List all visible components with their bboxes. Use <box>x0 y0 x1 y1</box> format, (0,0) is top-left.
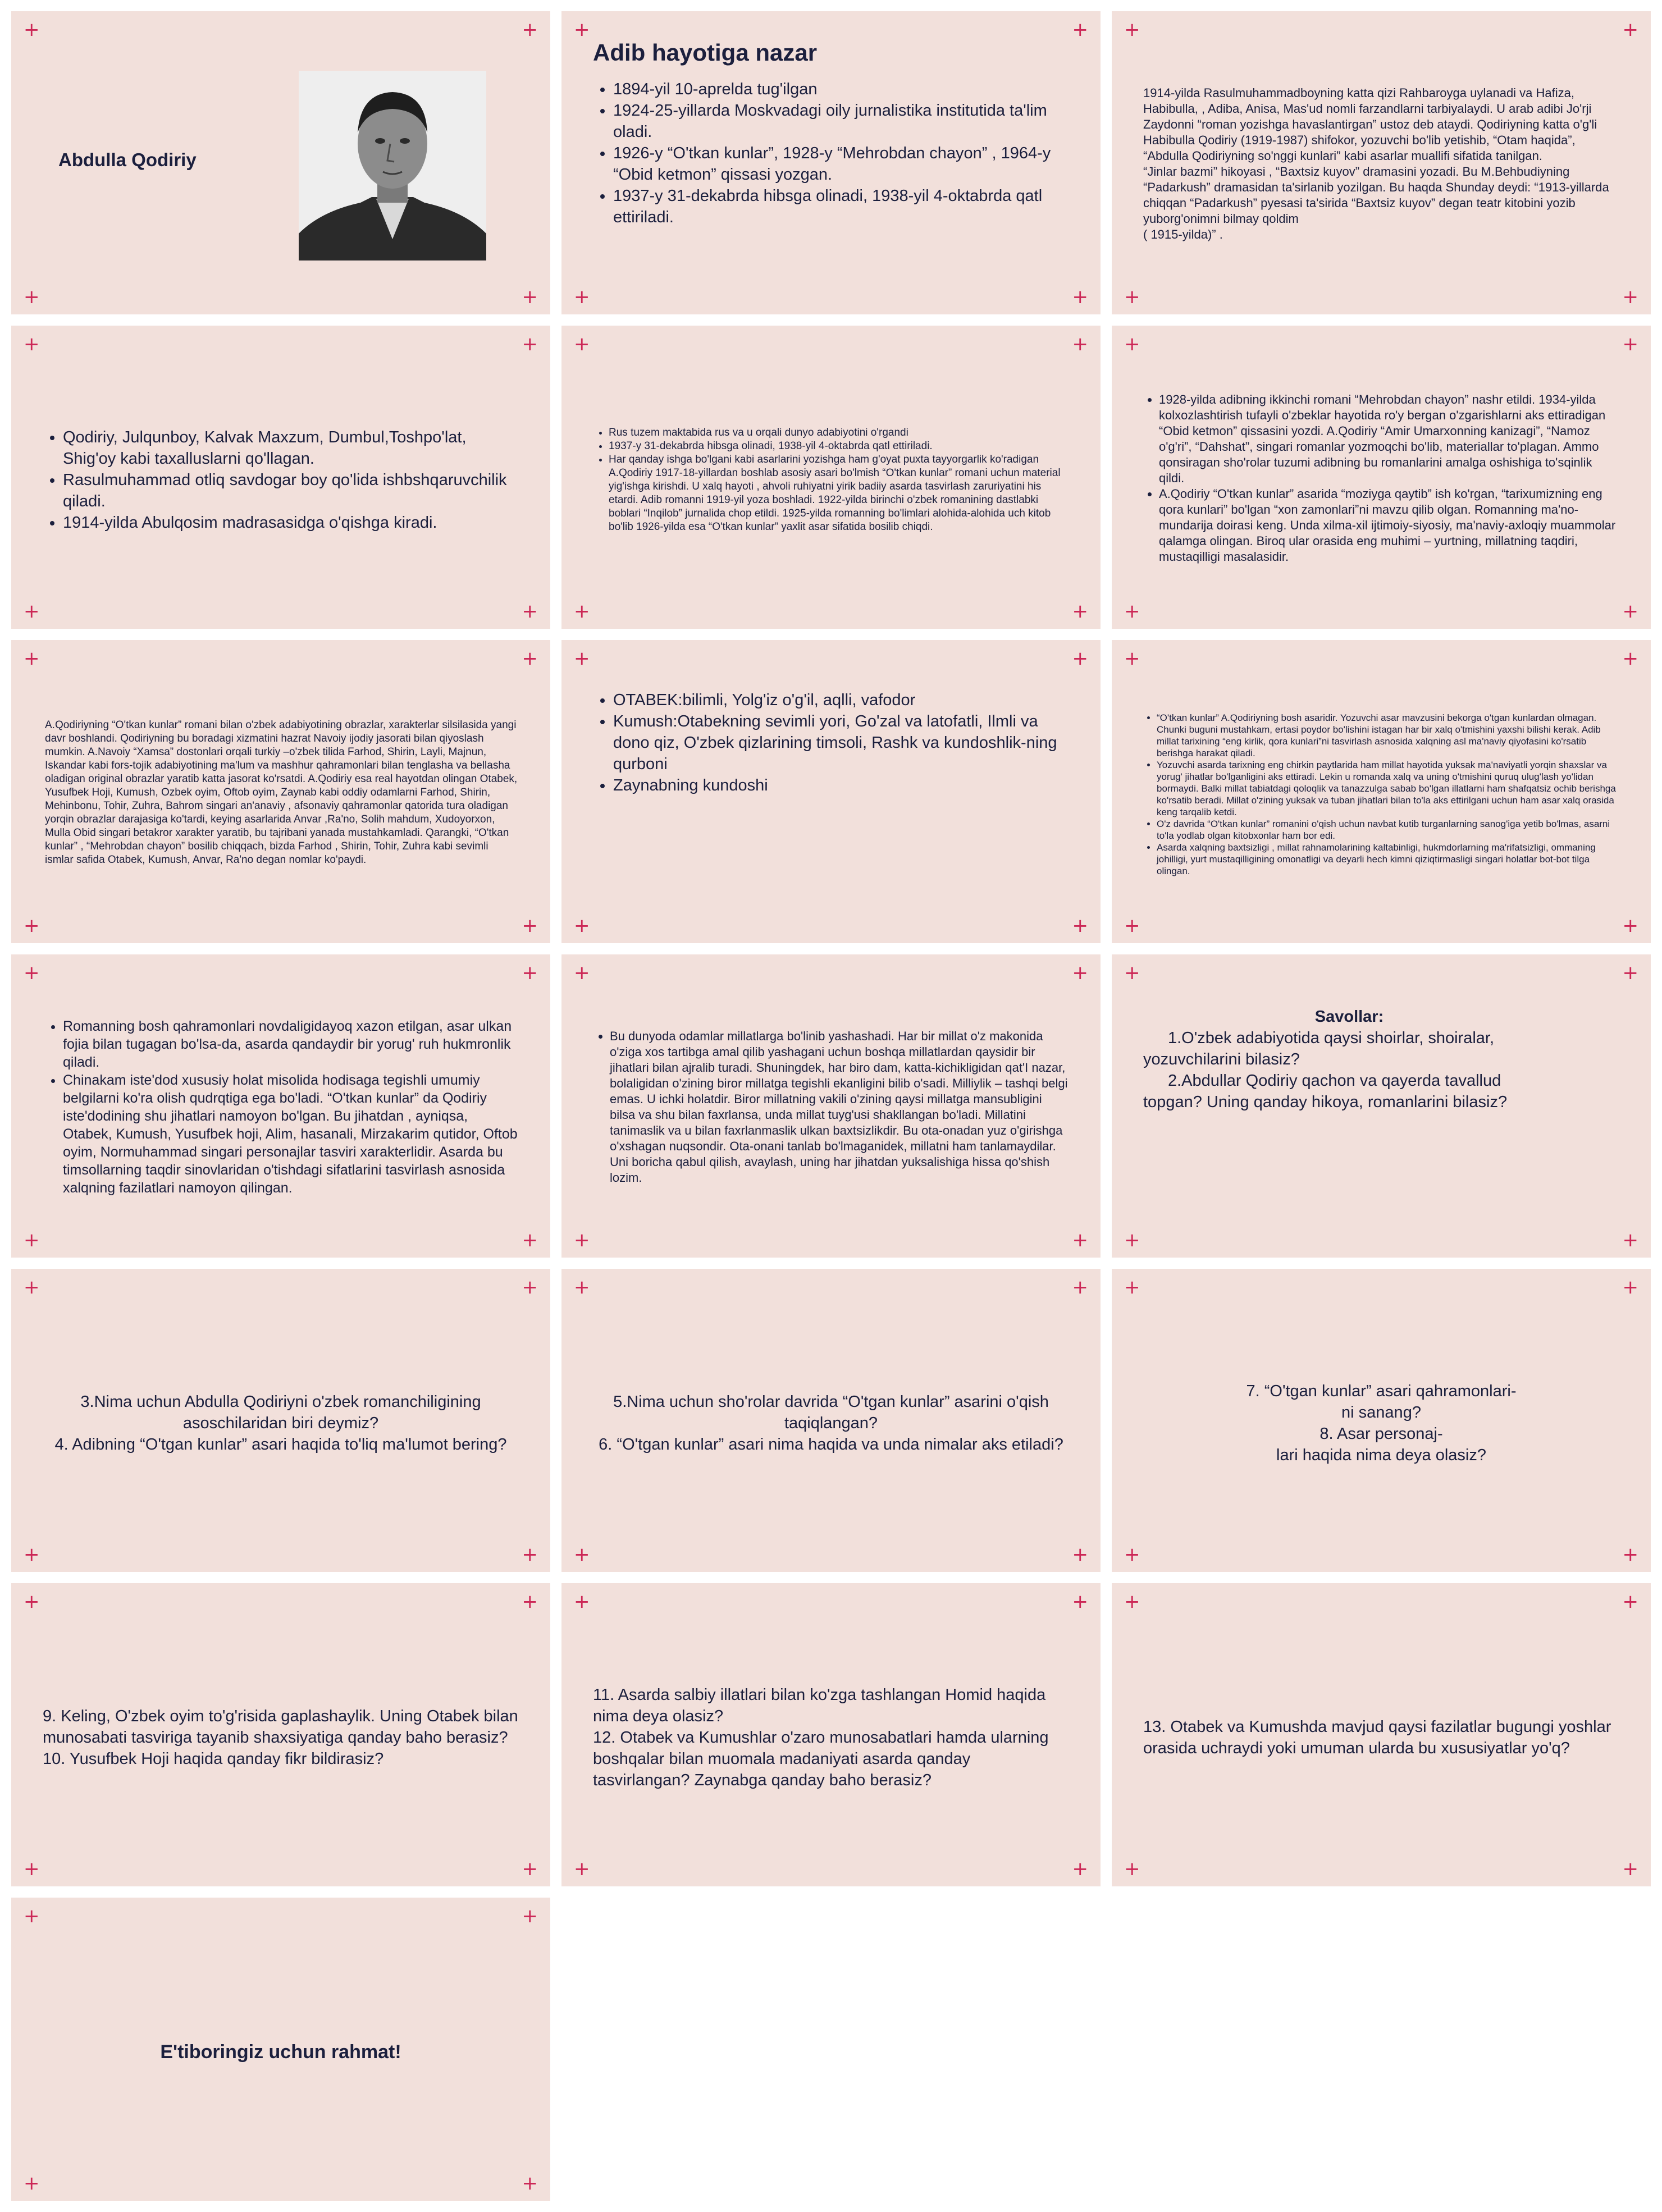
plus-icon: + <box>1124 1591 1140 1613</box>
slide-19 <box>11 1898 550 2201</box>
plus-icon: + <box>1072 647 1088 670</box>
plus-icon: + <box>1622 1276 1638 1299</box>
plus-icon: + <box>522 1905 538 1927</box>
bullet-list <box>43 1017 519 1197</box>
plus-icon: + <box>24 1905 40 1927</box>
list-item: • O'z davrida “O'tkan kunlar” romanini o'qish uchun navbat kutib turganlarning sanog'iga yetib bo'lmas, asarni to'la yodlab olgan kitobxonlar ham bor edi. <box>1157 818 1623 842</box>
portrait-photo <box>299 71 486 260</box>
plus-icon: + <box>24 1276 40 1299</box>
plus-icon: + <box>1622 1591 1638 1613</box>
question: 3.Nima uchun Abdulla Qodiriyni o'zbek romanchiligining asoschilaridan biri deymiz? <box>80 1393 481 1432</box>
plus-icon: + <box>1124 647 1140 670</box>
plus-icon: + <box>522 1858 538 1880</box>
question: 11. Asarda salbiy illatlari bilan ko'zga tashlangan Homid haqida nima deya olasiz? <box>593 1686 1046 1725</box>
slide-content <box>592 371 1070 589</box>
slide-7 <box>11 640 550 943</box>
plus-icon: + <box>24 962 40 984</box>
list-item: • 1914-yilda Abulqosim madrasasidga o'qishga kiradi. <box>63 512 522 533</box>
slide-8 <box>561 640 1101 943</box>
question: 1.O'zbek adabiyotida qaysi shoirlar, shoiralar, yozuvchilarini bilasiz? <box>1143 1029 1495 1068</box>
slide-15 <box>1112 1269 1651 1572</box>
slide-content <box>34 1943 528 2161</box>
bullet-list <box>593 1029 1069 1186</box>
slide-content <box>1140 679 1623 910</box>
list-item: • 1894-yil 10-aprelda tug'ilgan <box>613 79 1067 100</box>
question: 13. Otabek va Kumushda mavjud qaysi fazilatlar bugungi yoshlar orasida uchraydi yoki umuman ularda bu xususiyatlar yo'q? <box>1143 1718 1611 1757</box>
plus-icon: + <box>522 647 538 670</box>
questions-header: Savollar: <box>1314 1008 1384 1026</box>
list-item: • OTABEK:bilimli, Yolg'iz o'g'il, aqlli, vafodor <box>613 689 1069 711</box>
slide-18 <box>1112 1583 1651 1886</box>
question: 5.Nima uchun sho'rolar davrida “O'tgan kunlar” asarini o'qish taqiqlangan? <box>613 1393 1049 1432</box>
question: 7. “O'tgan kunlar” asari qahramonlari- ni sanang? <box>1246 1382 1517 1422</box>
slide-3 <box>1112 11 1651 314</box>
plus-icon: + <box>1124 1276 1140 1299</box>
plus-icon: + <box>1622 1858 1638 1880</box>
slide-content <box>1143 1628 1619 1847</box>
plus-icon: + <box>574 19 590 41</box>
question: 2.Abdullar Qodiriy qachon va qayerda tavallud topgan? Uning qanday hikoya, romanlarini bilasiz? <box>1143 1072 1508 1111</box>
paragraph: 1914-yilda Rasulmuhammadboyning katta qizi Rahbaroyga uylanadi va Hafiza, Habibulla, , Adiba, Anisa, Mas'ud nomli farzandlarni tarbiyalaydi. U arab adibi Jo'rji Zaydonni “roman yozishga havaslantirgan” ustoz deb ataydi. Qodiriyning katta o'g'li Habibulla Qodiriy (1919-1987) shifokor, yozuvchi bo'lib yetishib, “Otam haqida”, “Abdulla Qodiriyning so'nggi kunlari” kabi asarlar muallifi sifatida tanilgan. “Jinlar bazmi” hikoyasi , “Baxtsiz kuyov” dramasini yozadi. Bu M.Behbudiyning “Padarkush” dramasidan ta'sirlanib yozilgan. Bu haqda Shunday deydi: “1913-yillarda chiqqan “Padarkush” pyesasi ta'sirida “Baxtsiz kuyov” degan teatr kitobini yozib yuborg'onimni bilmay qoldim ( 1915-yilda)” . <box>1143 86 1609 241</box>
plus-icon: + <box>1072 600 1088 623</box>
plus-icon: + <box>522 600 538 623</box>
plus-icon: + <box>574 1858 590 1880</box>
slide-16 <box>11 1583 550 1886</box>
list-item: • 1928-yilda adibning ikkinchi romani “Mehrobdan chayon” nashr etildi. 1934-yilda kolxozlashtirish tufayli o'zbeklar hayotida ro'y bergan o'zgarishlarni aks ettiradigan “Obid ketmon” qissasini yozdi. A.Qodiriy “Amir Umarxonning kanizagi”, “Namoz o'g'ri”, “Dahshat”, singari romanlar yozmoqchi bo'lib, materiallar to'plagan. Ammo qonsiragan sho'rolar tuzumi adibning bu romanlarini amalga oshishiga to'sqinlik qildi. <box>1159 392 1620 486</box>
slide-13 <box>11 1269 550 1572</box>
plus-icon: + <box>522 962 538 984</box>
slide-content <box>43 1628 519 1847</box>
plus-icon: + <box>574 1543 590 1566</box>
plus-icon: + <box>24 1858 40 1880</box>
plus-icon: + <box>1072 1858 1088 1880</box>
plus-icon: + <box>1072 962 1088 984</box>
slide-content <box>1145 1314 1617 1533</box>
list-item: • Bu dunyoda odamlar millatlarga bo'linib yashashadi. Har bir millat o'z makonida o'ziga xos tartibga amal qilib yashagani uchun boshqa millatlardan qaysidir bir jihatlari bilan ajralib turadi. Shuningdek, har biro dam, katta-kichikligidan qat'I nazar, bolaligidan o'zining biror millatga tegishli ekanligini bilib o'sadi. Milliylik – tashqi belgi emas. U ichki holatdir. Biror millatning vakili o'zining qaysi millatga mansubligini bilsa va shu bilan faxrlansa, unda millat tuyg'usi shakllangan bo'ladi. Millatini tanimaslik va u bilan faxrlanmaslik ulkan baxtsizlikdir. Bu ota-onadan yuz o'girishga o'xshagan nuqsondir. Ota-onani tanlab bo'lmaganidek, millatni ham tanlamaydilar. Uni boricha qabul qilish, avaylash, uning har jihatdan yuksalishiga hissa qo'shish lozim. <box>610 1029 1069 1186</box>
slide-content <box>43 988 519 1226</box>
plus-icon: + <box>574 333 590 355</box>
bullet-list <box>1140 392 1620 565</box>
slide-content <box>595 1314 1067 1533</box>
slide-content <box>1143 1006 1555 1218</box>
bullet-list <box>592 426 1070 534</box>
plus-icon: + <box>1124 962 1140 984</box>
plus-icon: + <box>522 286 538 308</box>
slide-17 <box>561 1583 1101 1886</box>
plus-icon: + <box>24 2172 40 2195</box>
slide-content <box>43 371 522 589</box>
slide-9 <box>1112 640 1651 943</box>
question: 12. Otabek va Kumushlar o'zaro munosabatlari hamda ularning boshqalar bilan muomala madaniyati asarda qanday tasvirlangan? Zaynabga qanday baho berasiz? <box>593 1729 1049 1789</box>
bullet-list <box>1140 712 1623 877</box>
plus-icon: + <box>1072 286 1088 308</box>
list-item: • Rasulmuhammad otliq savdogar boy qo'lida ishbshqaruvchilik qiladi. <box>63 469 522 512</box>
plus-icon: + <box>1622 962 1638 984</box>
portrait-image <box>299 71 486 260</box>
plus-icon: + <box>1124 19 1140 41</box>
plus-icon: + <box>1124 1229 1140 1251</box>
slide-12 <box>1112 954 1651 1258</box>
slide-content <box>1140 359 1620 597</box>
list-item: • Kumush:Otabekning sevimli yori, Go'zal va latofatli, Ilmli va dono qiz, O'zbek qizlarining timsoli, Rashk va kundoshlik-ning qurboni <box>613 711 1069 775</box>
slide-content <box>593 1628 1069 1847</box>
slide-2 <box>561 11 1101 314</box>
plus-icon: + <box>522 1229 538 1251</box>
plus-icon: + <box>1124 915 1140 937</box>
plus-icon: + <box>24 1591 40 1613</box>
list-item: • 1937-y 31-dekabrda hibsga olinadi, 1938-yil 4-oktabrda qatl ettiriladi. <box>609 440 1070 453</box>
plus-icon: + <box>574 1276 590 1299</box>
plus-icon: + <box>574 915 590 937</box>
plus-icon: + <box>574 1229 590 1251</box>
paragraph: A.Qodiriyning “O'tkan kunlar” romani bilan o'zbek adabiyotining obrazlar, xarakterlar silsilasida yangi davr boshlandi. Qodiriyning bu boradagi xizmatini hazrat Navoiy ijodiy jasorati bilan qiyoslash mumkin. A.Navoiy “Xamsa” dostonlari orqali turkiy –o'zbek tilida Farhod, Shirin, Layli, Majnun, Iskandar kabi fors-tojik adabiyotining ma'lum va mashhur qahramonlari bilan tenglasha va bellasha oladigan original obrazlar yaratib katta jasorat ko'rsatdi. A.Qodiriy esa real hayotdan olingan Otabek, Yusufbek Hoji, Kumush, Ozbek oyim, Oftob oyim, Zaynab kabi oddiy odamlarni Farhod, Shirin, Mehinbonu, Tohir, Zuhra, Bahrom singari an'anaviy , afsonaviy qahramonlar qatorida tura oladigan yorqin obrazlar darajasiga ko'tardi, keying asarlarida Anvar ,Ra'no, Solih mahdum, Xudoyorxon, Mulla Obid singari betakror xarakter yaratib, bu tajribani yanada mustahkamladi. Qarangki, “O'tkan kunlar” , “Mehrobdan chayon” bosilib chiqqach, bizda Farhod , Shirin, Tohir, Zuhra kabi sevimli ismlar safida Otabek, Kumush, Anvar, Ra'no degan nomlar ko'paydi. <box>45 719 518 866</box>
plus-icon: + <box>1072 1543 1088 1566</box>
list-item: • Qodiriy, Julqunboy, Kalvak Maxzum, Dumbul,Toshpo'lat, Shig'oy kabi taxalluslarni qo'llagan. <box>63 427 522 469</box>
plus-icon: + <box>1072 1591 1088 1613</box>
slide-content <box>45 674 519 912</box>
plus-icon: + <box>574 647 590 670</box>
plus-icon: + <box>1124 1543 1140 1566</box>
plus-icon: + <box>1124 1858 1140 1880</box>
plus-icon: + <box>522 1276 538 1299</box>
plus-icon: + <box>522 2172 538 2195</box>
list-item: • Romanning bosh qahramonlari novdaligidayoq xazon etilgan, asar ulkan fojia bilan tugagan bo'lsa-da, asarda qandaydir bir yorug' ruh hukmronlik qiladi. <box>63 1017 519 1071</box>
slide-5 <box>561 326 1101 629</box>
list-item: • 1926-y “O'tkan kunlar”, 1928-y “Mehrobdan chayon” , 1964-y “Obid ketmon” qissasi yozgan. <box>613 143 1067 185</box>
plus-icon: + <box>1124 333 1140 355</box>
plus-icon: + <box>522 333 538 355</box>
question: 10. Yusufbek Hoji haqida qanday fikr bildirasiz? <box>43 1750 384 1768</box>
list-item: • Zaynabning kundoshi <box>613 775 1069 796</box>
slide-content <box>1143 45 1619 283</box>
slide-6 <box>1112 326 1651 629</box>
plus-icon: + <box>1622 647 1638 670</box>
list-item: • “O'tkan kunlar” A.Qodiriyning bosh asaridir. Yozuvchi asar mavzusini bekorga o'tgan kunlardan olmagan. Chunki buguni mustahkam, ertasi poydor bo'lishini istagan har bir xalq o'tmishini yaxshi bilishi kerak. Adib millat tarixining “eng kirlik, qora kunlari”ni tasvirlash asnosida xalqning asl ma'naviy qiyofasini ko'rsatib berishga harakat qiladi. <box>1157 712 1623 759</box>
plus-icon: + <box>522 915 538 937</box>
plus-icon: + <box>24 1229 40 1251</box>
plus-icon: + <box>574 962 590 984</box>
question: 9. Keling, O'zbek oyim to'g'risida gaplashaylik. Uning Otabek bilan munosabati tasviriga tayanib shaxsiyatiga qanday baho berasiz? <box>43 1707 518 1747</box>
plus-icon: + <box>1072 333 1088 355</box>
list-item: • A.Qodiriy “O'tkan kunlar” asarida “moziyga qaytib” ish ko'rgan, “tarixumizning eng qora kunlari” bo'lgan “xon zamonlari”ni mavzu qilib olgan. Romanning ma'no-mundarija doirasi keng. Unda xilma-xil ijtimoiy-siyosiy, ma'naviy-axloqiy muammolar qalamga olingan. Biroq ular orasida eng muhimi – yurtning, millatning taqdiri, mustaqilligi masalasidir. <box>1159 486 1620 565</box>
question: 4. Adibning “O'tgan kunlar” asari haqida to'liq ma'lumot bering? <box>54 1436 507 1454</box>
slide-10 <box>11 954 550 1258</box>
question: 8. Asar personaj- lari haqida nima deya olasiz? <box>1276 1425 1486 1464</box>
list-item: • Chinakam iste'dod xususiy holat misolida hodisaga tegishli umumiy belgilarni ko'ra olish qudrqtiga ega bo'ladi. “O'tkan kunlar” da Qodiriy iste'dodining shu jihatlari namoyon bo'lgan. Bu jihatdan , ayniqsa, Otabek, Kumush, Yusufbek hoji, Alim, hasanali, Mirzakarim qutidor, Oftob oyim, Normuhammad singari personajlar tasviri xarakterlidir. Asarda bu timsollarning taqdir sinovlaridan o'tishdagi sifatlarini tasvirlash asnosida xalqning fazilatlari namoyon qilingan. <box>63 1071 519 1197</box>
plus-icon: + <box>1124 286 1140 308</box>
plus-icon: + <box>1072 1276 1088 1299</box>
slide-content <box>593 988 1069 1226</box>
plus-icon: + <box>574 600 590 623</box>
bullet-list <box>593 689 1069 796</box>
plus-icon: + <box>522 19 538 41</box>
plus-icon: + <box>1622 333 1638 355</box>
bullet-list <box>43 427 522 533</box>
plus-icon: + <box>24 286 40 308</box>
plus-icon: + <box>1622 1229 1638 1251</box>
plus-icon: + <box>24 333 40 355</box>
slide-content <box>593 39 1067 275</box>
list-item: • 1937-y 31-dekabrda hibsga olinadi, 1938-yil 4-oktabrda qatl ettiriladi. <box>613 185 1067 228</box>
bullet-list <box>593 79 1067 228</box>
plus-icon: + <box>24 915 40 937</box>
slide-content <box>45 1314 517 1533</box>
plus-icon: + <box>574 286 590 308</box>
slide-1 <box>11 11 550 314</box>
question: 6. “O'tgan kunlar” asari nima haqida va unda nimalar aks etiladi? <box>599 1436 1063 1454</box>
plus-icon: + <box>1622 915 1638 937</box>
plus-icon: + <box>1072 1229 1088 1251</box>
slide-11 <box>561 954 1101 1258</box>
plus-icon: + <box>1072 19 1088 41</box>
plus-icon: + <box>522 1591 538 1613</box>
plus-icon: + <box>1622 600 1638 623</box>
list-item: • Rus tuzem maktabida rus va u orqali dunyo adabiyotini o'rgandi <box>609 426 1070 440</box>
slide-content <box>593 689 1069 904</box>
slide-heading: Adib hayotiga nazar <box>593 39 818 66</box>
list-item: • 1924-25-yillarda Moskvadagi oily jurnalistika institutida ta'lim oladi. <box>613 100 1067 143</box>
plus-icon: + <box>1124 600 1140 623</box>
plus-icon: + <box>522 1543 538 1566</box>
plus-icon: + <box>1622 286 1638 308</box>
list-item: • Asarda xalqning baxtsizligi , millat rahnamolarining kaltabinligi, hukmdorlarning ma'rifatsizligi, ommaning johilligi, yurt mustaqilligining omonatligi va deyarli hech kimni qiziqtirmasligi singari holatlar bot-bot tilga olingan. <box>1157 842 1623 877</box>
slide-14 <box>561 1269 1101 1572</box>
plus-icon: + <box>574 1591 590 1613</box>
thanks-text: E'tiboringiz uchun rahmat! <box>160 2041 401 2063</box>
slide-4 <box>11 326 550 629</box>
list-item: • Yozuvchi asarda tarixning eng chirkin paytlarida ham millat hayotida yuksak ma'naviyatli yorqin shaxslar va yorug' jihatlar bo'lganligini aks ettiradi. Lekin u romanda xalq va uning o'tmishini quruq ulug'lash yo'lidan bormaydi. Balki millat tabiatdagi qoloqlik va tanazzulga sabab bo'lgan illatlarni ham shafqatsiz ochib berishga ko'rsatib beradi. Millat o'zining yuksak va tuban jihatlari bilan to'la aks ettirilgani uchun ham asar xalq orasida keng tarqalib ketdi. <box>1157 759 1623 818</box>
slide-title: Abdulla Qodiriy <box>58 149 197 170</box>
plus-icon: + <box>1622 1543 1638 1566</box>
list-item: • Har qanday ishga bo'lgani kabi asarlarini yozishga ham g'oyat puxta tayyorgarlik ko'radigan A.Qodiriy 1917-18-yillardan boshlab asosiy asari bo'lmish “O'tkan kunlar” romani uchun material yig'ishga kirishdi. U xalq hayoti , ahvoli ruhiyatni yirik badiiy asarda tasvirlash zaruriyatini his etardi. Adib romanni 1919-yil yoza boshladi. 1922-yilda birinchi o'zbek romanining dastlabki boblari “Inqilob” jurnalida chop etildi. 1925-yilda romanning bo'limlari alohida-alohida uch kitob bo'lib 1926-yilda esa “O'tkan kunlar” yaxlit asar sifatida bosilib chiqdi. <box>609 453 1070 534</box>
plus-icon: + <box>24 1543 40 1566</box>
plus-icon: + <box>1072 915 1088 937</box>
plus-icon: + <box>24 647 40 670</box>
plus-icon: + <box>1622 19 1638 41</box>
plus-icon: + <box>24 600 40 623</box>
plus-icon: + <box>24 19 40 41</box>
